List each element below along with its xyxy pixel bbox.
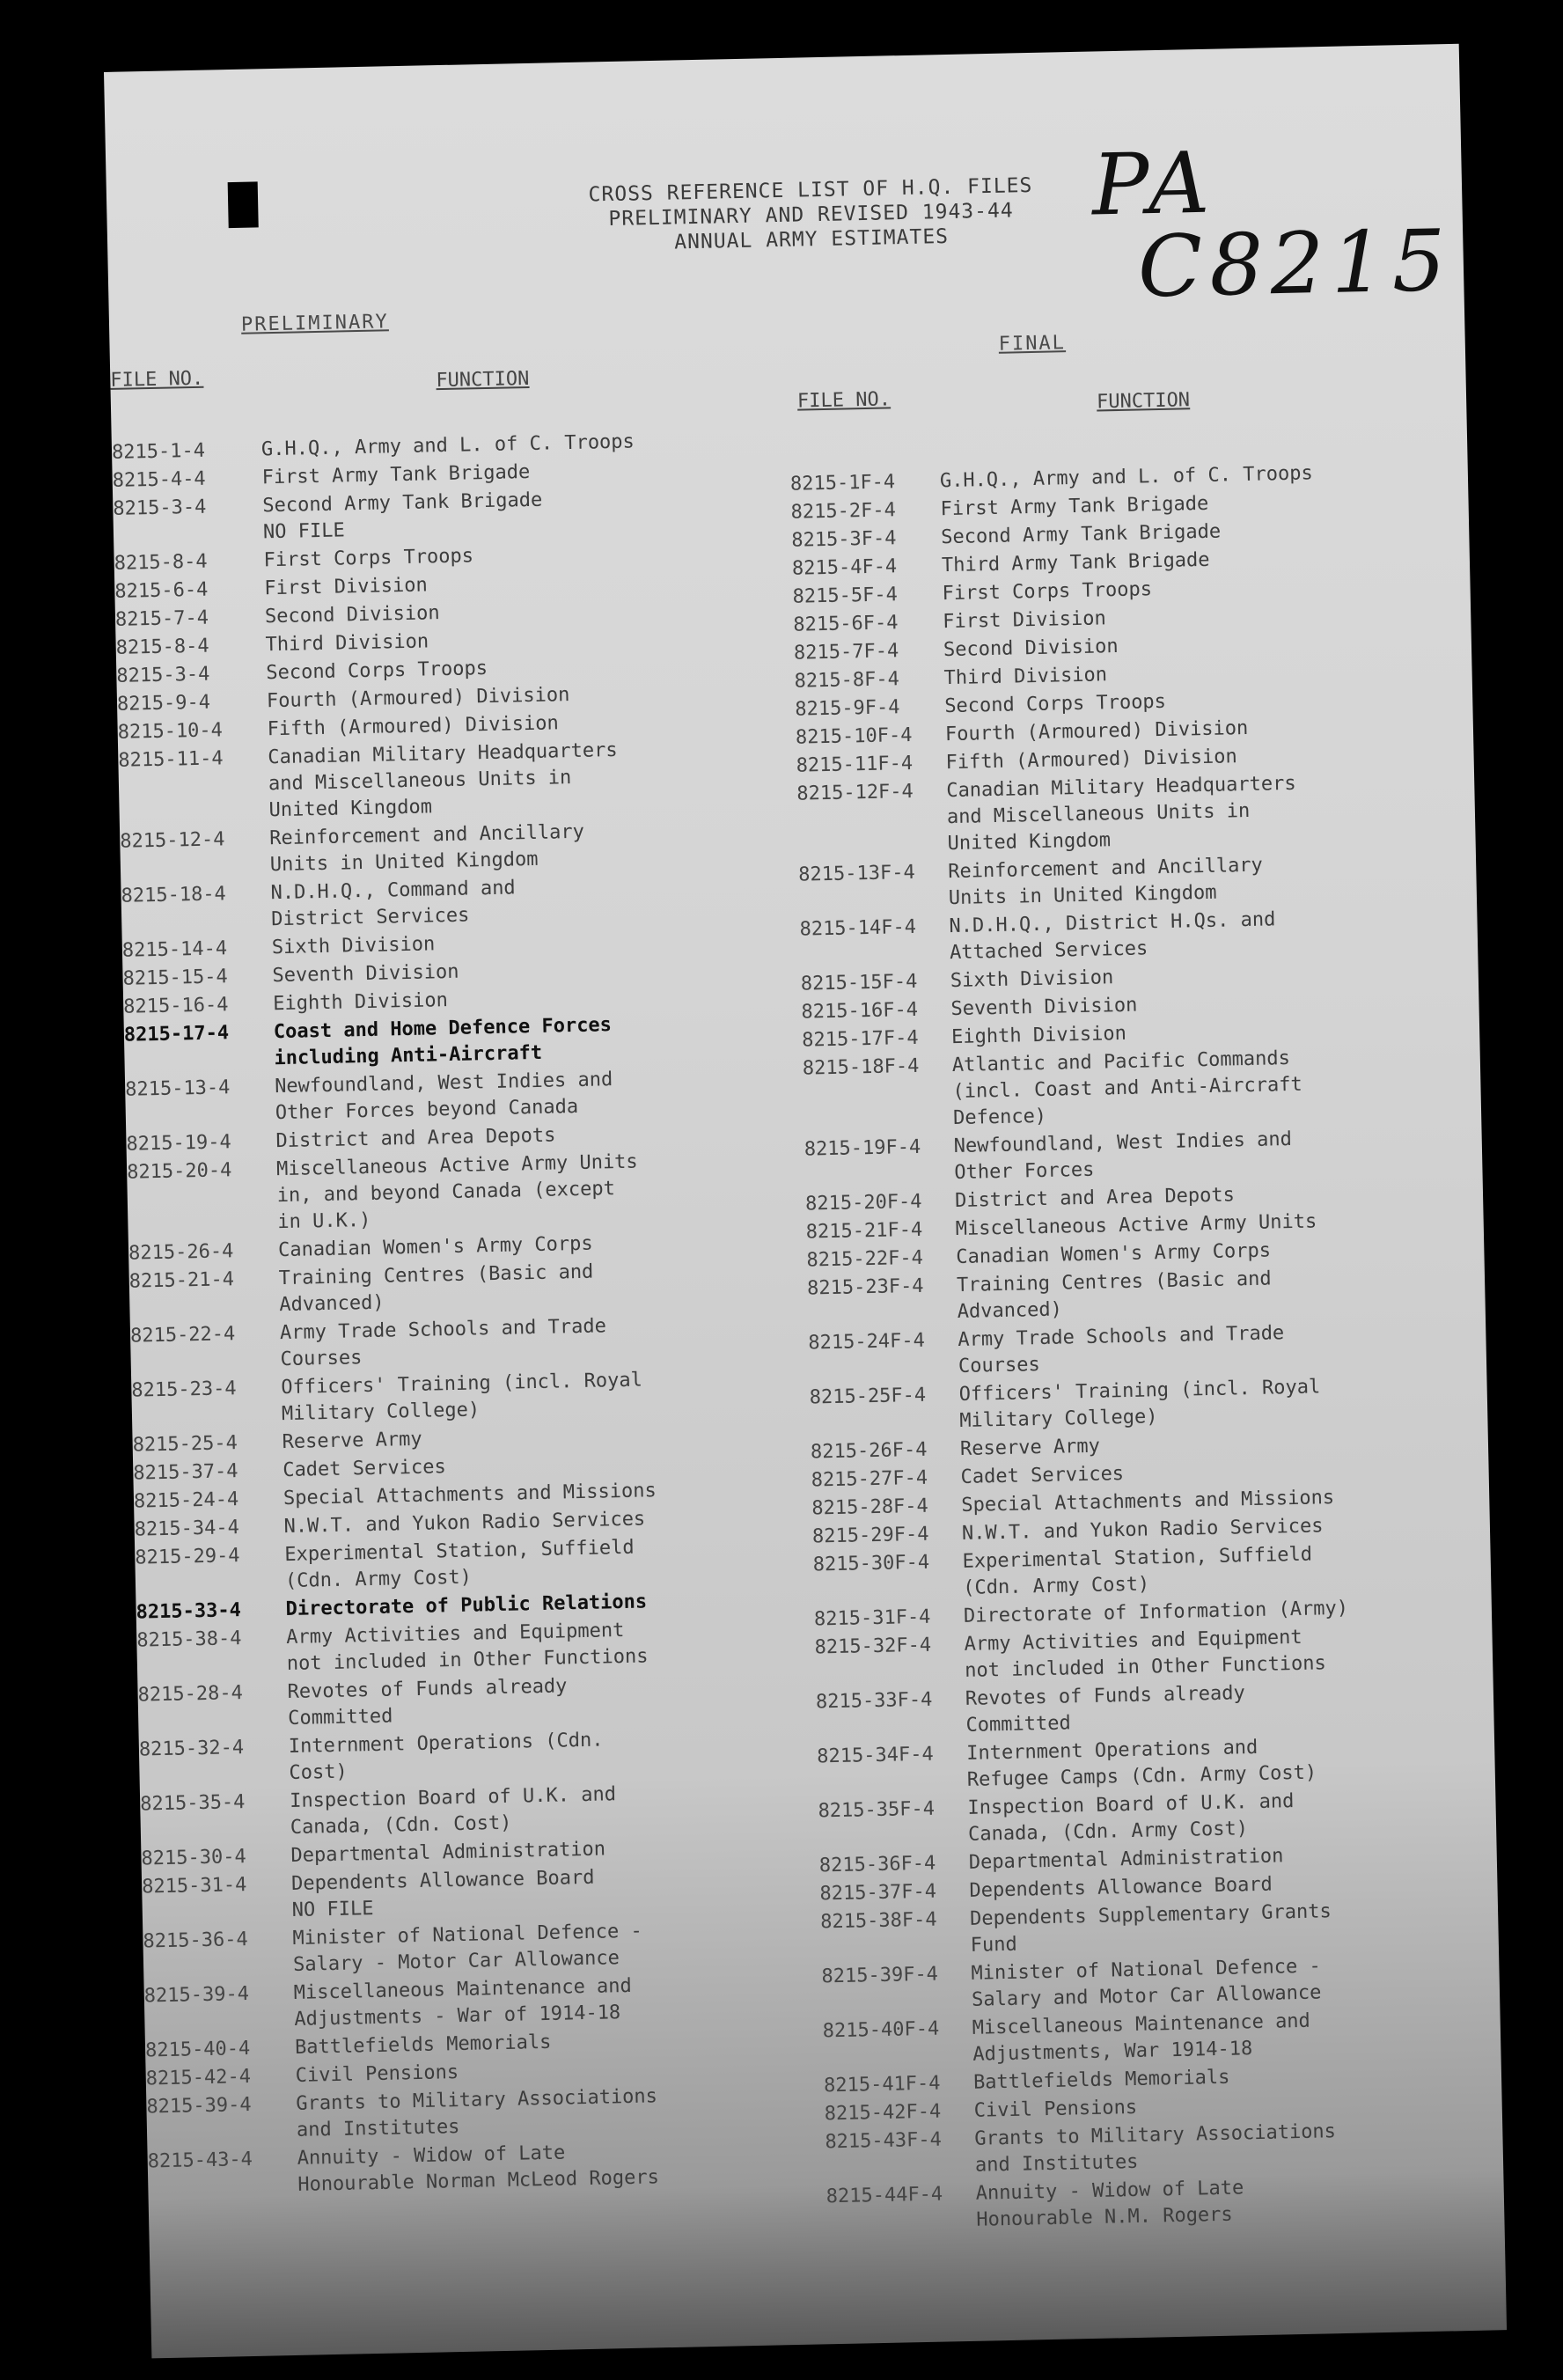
document-title: CROSS REFERENCE LIST OF H.Q. FILES — [588, 173, 1033, 207]
function-description: Directorate of Public Relations — [285, 1590, 648, 1621]
function-description: N.D.H.Q., Command and District Services — [270, 877, 516, 931]
file-number: 8215-40-4 — [144, 2038, 251, 2062]
final-heading: FINAL — [998, 332, 1067, 356]
file-number: 8215-30-4 — [141, 1846, 246, 1870]
preliminary-function-header: FUNCTION — [436, 367, 530, 393]
file-number: 8215-8-4 — [115, 635, 209, 659]
file-number: 8215-38F-4 — [819, 1908, 937, 1934]
right-entry — [796, 768, 1414, 861]
function-description: Grants to Military Associations and Institutes — [974, 2120, 1337, 2177]
file-number: 8215-4-4 — [112, 467, 206, 492]
function-description: Sixth Division — [950, 966, 1114, 993]
function-description: N.D.H.Q., District H.Qs. and Attached Services — [949, 908, 1276, 965]
function-description: Annuity - Widow of Late Honourable Norman McLeod Rogers — [297, 2141, 660, 2196]
function-description: Newfoundland, West Indies and Other Forces beyond Canada — [274, 1069, 613, 1125]
function-description: Atlantic and Pacific Commands (incl. Coast and Anti-Aircraft Defence) — [951, 1047, 1303, 1130]
function-description: Civil Pensions — [295, 2061, 459, 2087]
function-description: Army Activities and Equipment not included in Other Functions — [964, 1626, 1327, 1682]
function-description: Third Division — [265, 630, 429, 657]
file-number: 8215-38-4 — [136, 1627, 242, 1652]
file-number: 8215-24-4 — [133, 1488, 239, 1513]
file-number: 8215-9F-4 — [795, 696, 900, 721]
function-description: Experimental Station, Suffield (Cdn. Army Cost) — [962, 1543, 1313, 1599]
function-description: Revotes of Funds already Committed — [965, 1682, 1246, 1737]
file-number: 8215-22-4 — [129, 1323, 236, 1348]
function-description: Battlefields Memorials — [972, 2066, 1230, 2094]
file-number: 8215-25F-4 — [809, 1384, 927, 1409]
file-number: 8215-6-4 — [114, 578, 209, 603]
file-number: 8215-42F-4 — [824, 2100, 942, 2126]
file-number: 8215-3-4 — [116, 663, 210, 687]
function-description: Miscellaneous Maintenance and Adjustments - War of 1914-18 — [293, 1974, 633, 2031]
function-description: First Corps Troops — [942, 578, 1153, 606]
preliminary-column — [112, 427, 765, 2203]
function-description: First Division — [264, 574, 428, 600]
file-number: 8215-7F-4 — [793, 640, 899, 665]
file-number: 8215-8-4 — [114, 550, 208, 575]
function-description: Coast and Home Defence Forces including Anti-Aircraft — [273, 1014, 613, 1070]
file-number: 8215-29-4 — [135, 1545, 240, 1569]
file-number: 8215-25-4 — [132, 1432, 238, 1457]
function-description: Inspection Board of U.K. and Canada, (Cdn. Army Cost) — [967, 1790, 1295, 1846]
function-description: Second Army Tank Brigade — [941, 520, 1222, 549]
function-description: Civil Pensions — [973, 2096, 1138, 2122]
file-number: 8215-28F-4 — [811, 1495, 929, 1520]
function-description: Seventh Division — [950, 994, 1138, 1021]
file-number: 8215-29F-4 — [811, 1523, 929, 1548]
function-description: N.W.T. and Yukon Radio Services — [283, 1508, 646, 1539]
final-column — [790, 459, 1443, 2238]
function-description: Eighth Division — [272, 989, 449, 1016]
file-number: 8215-1-4 — [111, 439, 206, 464]
file-number: 8215-36-4 — [143, 1928, 248, 1953]
function-description: G.H.Q., Army and L. of C. Troops — [939, 462, 1313, 493]
function-description: Sixth Division — [271, 933, 436, 959]
file-number: 8215-19F-4 — [804, 1135, 921, 1161]
function-description: G.H.Q., Army and L. of C. Troops — [260, 430, 635, 461]
function-description: Dependents Supplementary Grants Fund — [969, 1900, 1332, 1957]
file-number: 8215-26F-4 — [810, 1438, 928, 1464]
function-description: Minister of National Defence - Salary - Motor Car Allowance — [292, 1920, 642, 1976]
file-number: 8215-11F-4 — [796, 752, 914, 777]
function-description: First Army Tank Brigade — [940, 492, 1209, 521]
document-page — [104, 44, 1507, 2359]
file-number: 8215-14F-4 — [799, 915, 917, 941]
function-description: Special Attachments and Missions — [283, 1480, 657, 1510]
function-description: Departmental Administration — [290, 1838, 606, 1867]
file-number: 8215-28-4 — [137, 1682, 244, 1707]
file-number: 8215-17-4 — [123, 1022, 230, 1047]
function-description: Dependents Allowance Board — [969, 1873, 1273, 1902]
function-description: N.W.T. and Yukon Radio Services — [961, 1515, 1324, 1545]
function-description: Second Army Tank Brigade NO FILE — [262, 488, 543, 544]
file-number: 8215-34F-4 — [816, 1743, 934, 1768]
file-number: 8215-9-4 — [116, 691, 211, 716]
final-function-header: FUNCTION — [1096, 389, 1191, 414]
function-description: Canadian Women's Army Corps — [277, 1232, 593, 1262]
function-description: Third Army Tank Brigade — [941, 548, 1210, 577]
function-description: Army Trade Schools and Trade Courses — [958, 1322, 1285, 1377]
function-description: Newfoundland, West Indies and Other Forces — [953, 1128, 1293, 1185]
ink-blot — [228, 181, 259, 228]
function-description: Officers' Training (incl. Royal Military College) — [958, 1376, 1321, 1432]
function-description: Cadet Services — [960, 1463, 1125, 1488]
file-number: 8215-13-4 — [124, 1076, 231, 1101]
function-description: Inspection Board of U.K. and Canada, (Cdn. Cost) — [289, 1783, 617, 1839]
file-number: 8215-2F-4 — [790, 499, 897, 524]
function-description: Officers' Training (incl. Royal Military College) — [281, 1369, 643, 1426]
handwritten-annotation-line2: C8215 — [1136, 210, 1454, 317]
file-number: 8215-16-4 — [122, 994, 229, 1018]
function-description: Seventh Division — [272, 960, 459, 988]
function-description: Training Centres (Basic and Advanced) — [278, 1260, 594, 1317]
function-description: Eighth Division — [950, 1022, 1127, 1049]
file-number: 8215-31F-4 — [813, 1605, 931, 1631]
file-number: 8215-33F-4 — [815, 1688, 933, 1714]
function-description: First Corps Troops — [263, 545, 474, 572]
function-description: Annuity - Widow of Late Honourable N.M. Rogers — [975, 2177, 1244, 2231]
function-description: Special Attachments and Missions — [961, 1487, 1335, 1517]
file-number: 8215-27F-4 — [811, 1466, 928, 1492]
function-description: Revotes of Funds already Committed — [287, 1675, 568, 1730]
function-description: Canadian Military Headquarters and Miscellaneous Units in United Kingdom — [268, 738, 618, 822]
file-number: 8215-7-4 — [114, 606, 209, 631]
function-description: Canadian Women's Army Corps — [956, 1239, 1272, 1269]
file-number: 8215-31-4 — [141, 1874, 247, 1899]
file-number: 8215-20-4 — [126, 1159, 232, 1184]
file-number: 8215-43-4 — [147, 2148, 253, 2173]
function-description: District and Area Depots — [954, 1184, 1236, 1213]
file-number: 8215-13F-4 — [798, 861, 915, 886]
file-number: 8215-17F-4 — [801, 1026, 919, 1052]
function-description: Fifth (Armoured) Division — [267, 712, 560, 741]
function-description: Experimental Station, Suffield (Cdn. Army Cost) — [284, 1536, 635, 1593]
file-number: 8215-40F-4 — [822, 2017, 940, 2043]
file-number: 8215-24F-4 — [808, 1329, 926, 1355]
function-description: Training Centres (Basic and Advanced) — [956, 1267, 1272, 1323]
file-number: 8215-8F-4 — [794, 668, 900, 693]
file-number: 8215-14-4 — [121, 937, 228, 962]
function-description: Miscellaneous Maintenance and Adjustments, War 1914-18 — [972, 2009, 1311, 2066]
file-number: 8215-22F-4 — [806, 1246, 924, 1272]
function-description: Grants to Military Associations and Institutes — [296, 2085, 658, 2141]
left-entry — [118, 735, 736, 827]
left-entry — [147, 2136, 764, 2202]
function-description: Second Corps Troops — [266, 657, 488, 685]
file-number: 8215-21-4 — [128, 1268, 235, 1293]
file-number: 8215-5F-4 — [792, 584, 899, 608]
file-number: 8215-20F-4 — [804, 1190, 922, 1216]
file-number: 8215-21F-4 — [805, 1218, 923, 1244]
function-description: Cadet Services — [283, 1456, 446, 1482]
file-number: 8215-44F-4 — [826, 2183, 943, 2208]
function-description: Fourth (Armoured) Division — [266, 684, 570, 713]
function-description: Miscellaneous Active Army Units — [955, 1210, 1317, 1241]
function-description: Minister of National Defence - Salary and Motor Car Allowance — [971, 1955, 1322, 2011]
function-description: First Army Tank Brigade — [261, 460, 531, 489]
function-description: Dependents Allowance Board NO FILE — [290, 1866, 595, 1921]
function-description: Fourth (Armoured) Division — [944, 716, 1249, 746]
file-number: 8215-37F-4 — [819, 1880, 937, 1906]
document-subtitle-2: ANNUAL ARMY ESTIMATES — [674, 224, 950, 254]
file-number: 8215-39-4 — [143, 1983, 250, 2008]
file-number: 8215-39-4 — [146, 2093, 252, 2119]
preliminary-file-no-header: FILE NO. — [110, 367, 204, 392]
file-number: 8215-10-4 — [117, 719, 224, 744]
file-number: 8215-3-4 — [113, 496, 207, 520]
file-number: 8215-39F-4 — [821, 1963, 939, 1988]
function-description: Third Division — [943, 664, 1108, 690]
file-number: 8215-11-4 — [118, 747, 224, 772]
file-number: 8215-35-4 — [139, 1791, 246, 1816]
file-number: 8215-30F-4 — [812, 1551, 930, 1576]
function-description: Army Activities and Equipment not included in Other Functions — [286, 1620, 649, 1676]
function-description: Second Division — [943, 635, 1119, 662]
file-number: 8215-1F-4 — [789, 471, 896, 496]
function-description: Canadian Military Headquarters and Miscellaneous Units in United Kingdom — [946, 772, 1296, 856]
file-number: 8215-37-4 — [133, 1460, 238, 1485]
file-number: 8215-35F-4 — [818, 1797, 936, 1823]
file-number: 8215-33-4 — [136, 1599, 242, 1624]
function-description: First Division — [943, 607, 1106, 634]
file-number: 8215-32F-4 — [814, 1634, 932, 1659]
file-number: 8215-15-4 — [122, 966, 229, 990]
function-description: Directorate of Information (Army) — [963, 1597, 1349, 1627]
file-number: 8215-18F-4 — [802, 1054, 920, 1080]
file-number: 8215-18-4 — [121, 883, 227, 907]
function-description: Departmental Administration — [968, 1845, 1284, 1874]
function-description: Reinforcement and Ancillary Units in United Kingdom — [947, 854, 1264, 910]
function-description: Fifth (Armoured) Division — [945, 746, 1237, 775]
file-number: 8215-42-4 — [145, 2066, 252, 2090]
file-number: 8215-3F-4 — [791, 527, 897, 552]
file-number: 8215-4F-4 — [791, 555, 898, 580]
document-subtitle: PRELIMINARY AND REVISED 1943-44 — [608, 199, 1014, 231]
right-entry — [826, 2171, 1442, 2237]
handwritten-annotation-line1: PA — [1090, 133, 1218, 235]
file-number: 8215-6F-4 — [793, 612, 899, 636]
file-number: 8215-43F-4 — [825, 2128, 943, 2154]
file-number: 8215-41F-4 — [823, 2072, 941, 2097]
file-number: 8215-23F-4 — [806, 1274, 924, 1300]
function-description: Reserve Army — [282, 1428, 422, 1454]
function-description: Reinforcement and Ancillary Units in United Kingdom — [269, 820, 585, 877]
right-entry — [803, 1043, 1420, 1135]
file-number: 8215-26-4 — [128, 1240, 234, 1265]
function-description: Reserve Army — [959, 1435, 1101, 1460]
file-number: 8215-12F-4 — [796, 780, 914, 805]
file-number: 8215-12-4 — [120, 828, 225, 853]
function-description: District and Area Depots — [275, 1124, 556, 1153]
file-number: 8215-19-4 — [126, 1131, 231, 1156]
file-number: 8215-36F-4 — [818, 1852, 936, 1877]
final-file-no-header: FILE NO. — [796, 388, 892, 413]
file-number: 8215-32-4 — [138, 1737, 245, 1761]
function-description: Battlefields Memorials — [294, 2031, 552, 2059]
left-entry — [127, 1147, 745, 1239]
file-number: 8215-16F-4 — [801, 998, 919, 1024]
function-description: Second Corps Troops — [944, 690, 1167, 718]
file-number: 8215-15F-4 — [800, 970, 918, 995]
function-description: Internment Operations (Cdn. Cost) — [288, 1729, 604, 1785]
file-number: 8215-23-4 — [131, 1377, 237, 1402]
function-description: Miscellaneous Active Army Units in, and beyond Canada (except in U.K.) — [275, 1150, 638, 1234]
function-description: Internment Operations and Refugee Camps (Cdn. Army Cost) — [965, 1736, 1317, 1791]
file-number: 8215-34-4 — [134, 1517, 240, 1541]
function-description: Army Trade Schools and Trade Courses — [279, 1315, 607, 1371]
function-description: Second Division — [264, 602, 440, 628]
preliminary-heading: PRELIMINARY — [240, 311, 389, 336]
file-number: 8215-10F-4 — [795, 724, 913, 749]
